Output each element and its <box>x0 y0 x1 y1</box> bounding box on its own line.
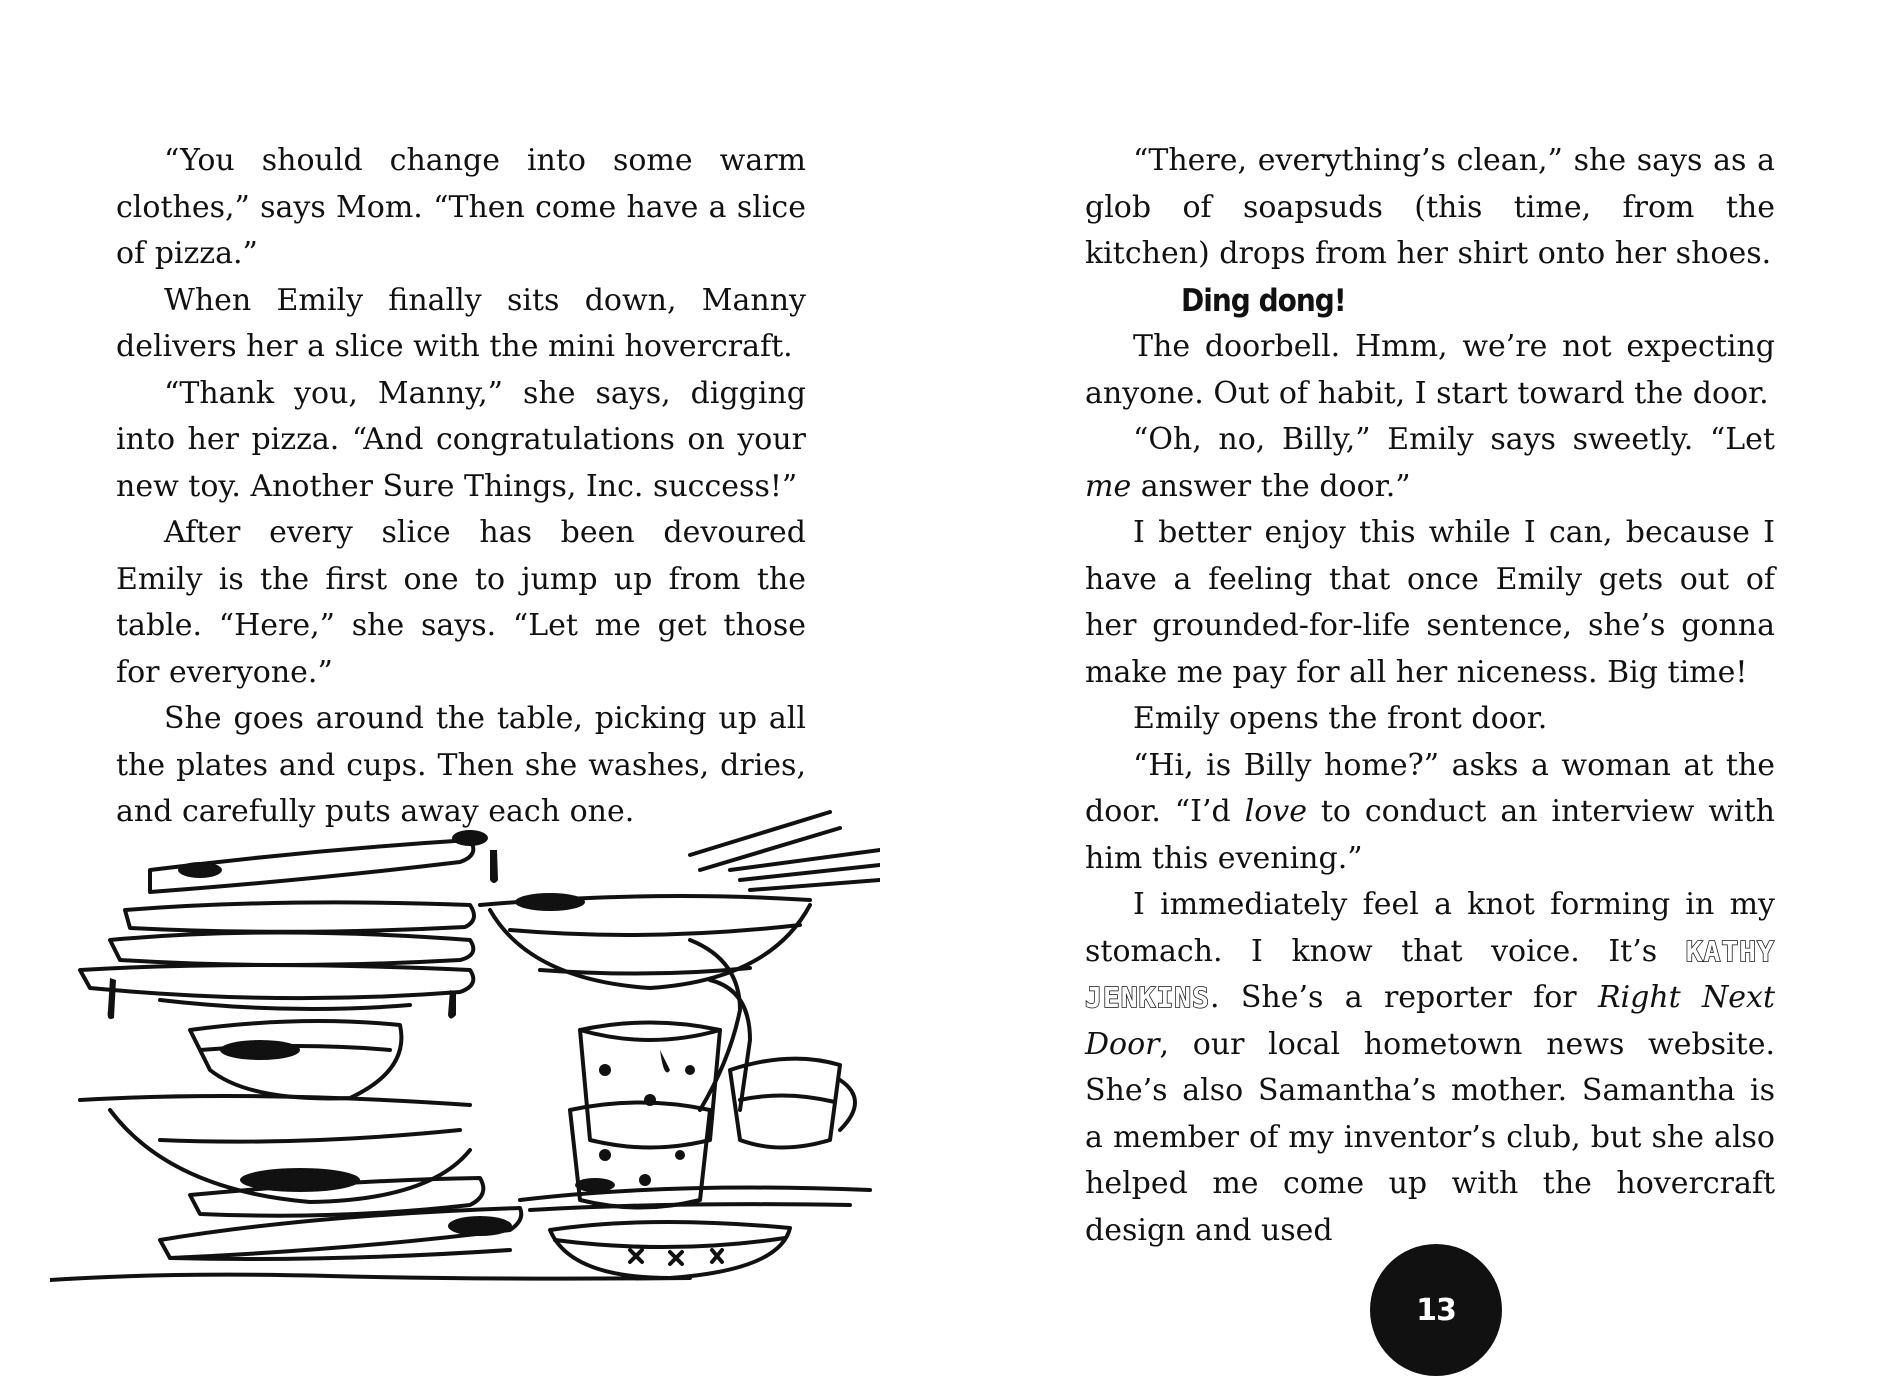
left-page-text <box>116 138 806 836</box>
paragraph: Emily opens the front door. <box>1133 701 1548 736</box>
paragraph: The doorbell. Hmm, we’re not expecting anyone. Out of habit, I start toward the door. <box>1085 329 1775 411</box>
emphasis: love <box>1244 794 1307 829</box>
sound-effect-paragraph <box>1085 278 1775 325</box>
paragraph: “There, everything’s clean,” she says as a glob of soapsuds (this time, from the kitchen) drops from her shirt onto her shoes. <box>1085 143 1775 271</box>
text-run: to conduct an interview with him this evening.” <box>1085 794 1775 876</box>
text-run: answer the door.” <box>1131 468 1411 504</box>
emphasis: me <box>1085 468 1132 504</box>
paragraph <box>1085 882 1775 1254</box>
character-name: KATHY JENKINS <box>1085 934 1775 1014</box>
publication-title: Right Next Door <box>1085 980 1775 1062</box>
left-page <box>0 0 940 1400</box>
sound-effect: Ding dong! <box>1181 281 1346 319</box>
page-number-badge <box>1370 1244 1502 1376</box>
paragraph: I better enjoy this while I can, because I have a feeling that once Emily gets out of her grounded-for-life sentence, she’s gonna make me pay for all her niceness. Big time! <box>1085 515 1775 690</box>
text-run: “Oh, no, Billy,” Emily says sweetly. “Let <box>1133 422 1775 457</box>
paragraph: After every slice has been devoured Emily is the first one to jump up from the table. “Here,” she says. “Let me get those for everyone.” <box>116 515 806 690</box>
text-run: “Hi, is Billy home?” asks a woman at the door. “I’d <box>1085 747 1775 829</box>
paragraph <box>1085 743 1775 883</box>
paragraph: “Thank you, Manny,” she says, digging into her pizza. “And congratulations on your new toy. Another Sure Things, Inc. success!” <box>116 375 806 504</box>
text-run: . She’s a reporter for <box>1210 980 1598 1015</box>
paragraph: She goes around the table, picking up all the plates and cups. Then she washes, dries, and carefully puts away each one. <box>116 701 806 829</box>
text-run: I immediately feel a knot forming in my stomach. I know that voice. It’s <box>1085 887 1775 969</box>
text-run: , our local hometown news website. She’s also Samantha’s mother. Samantha is a member of my inventor’s club, but she also helped me come up with the hovercraft design and used <box>1085 1026 1775 1248</box>
right-page-text <box>1085 138 1775 1254</box>
page-number: 13 <box>1416 1292 1456 1328</box>
paragraph: When Emily finally sits down, Manny delivers her a slice with the mini hovercraft. <box>116 282 806 364</box>
dirty-dishes-illustration <box>50 810 880 1290</box>
right-page <box>940 0 1881 1400</box>
paragraph <box>1085 417 1775 510</box>
paragraph: “You should change into some warm clothes,” says Mom. “Then come have a slice of pizza.” <box>116 143 806 271</box>
